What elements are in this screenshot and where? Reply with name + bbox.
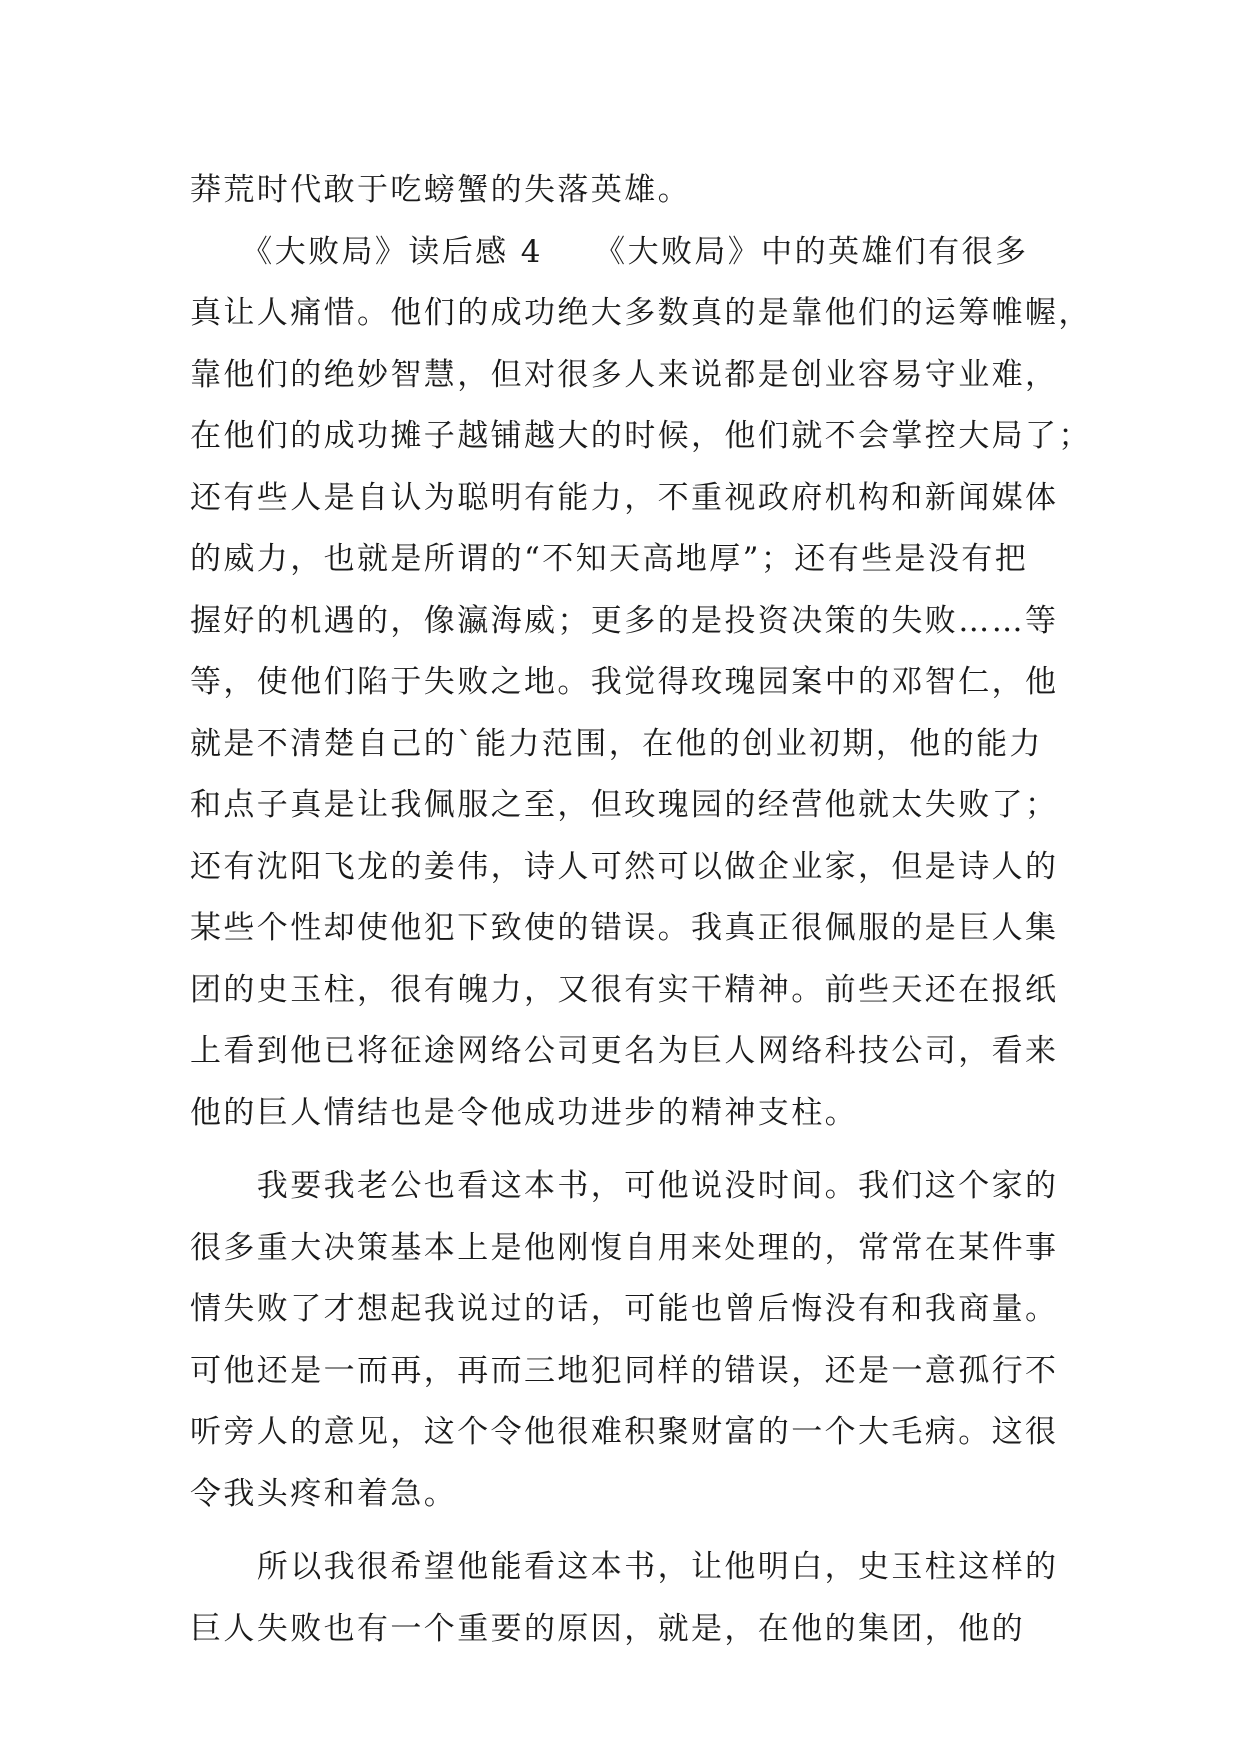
- text-line: 等，使他们陷于失败之地。我觉得玫瑰园案中的邓智仁，他: [190, 664, 1059, 700]
- text-line: 听旁人的意见，这个令他很难积聚财富的一个大毛病。这很: [190, 1414, 1059, 1450]
- text-line: 上看到他已将征途网络公司更名为巨人网络科技公司，看来: [190, 1033, 1059, 1069]
- text-line: 很多重大决策基本上是他刚愎自用来处理的，常常在某件事: [190, 1229, 1059, 1266]
- text-line: 还有沈阳飞龙的姜伟，诗人可然可以做企业家，但是诗人的: [190, 848, 1059, 885]
- text-line: 《大败局》读后感 4 《大败局》中的英雄们有很多: [190, 233, 1029, 270]
- text-line: 他的巨人情结也是令他成功进步的精神支柱。: [190, 1094, 858, 1131]
- text-line: 莽荒时代敢于吃螃蟹的失落英雄。: [190, 172, 691, 208]
- text-line: 我要我老公也看这本书，可他说没时间。我们这个家的: [190, 1168, 1059, 1204]
- text-line: 在他们的成功摊子越铺越大的时候，他们就不会掌控大局了；: [190, 418, 1092, 454]
- text-line: 握好的机遇的，像瀛海威；更多的是投资决策的失败……等: [190, 602, 1059, 639]
- text-line: 靠他们的绝妙智慧，但对很多人来说都是创业容易守业难，: [190, 356, 1059, 393]
- text-line: 所以我很希望他能看这本书，让他明白，史玉柱这样的: [190, 1549, 1059, 1585]
- text-line: 还有些人是自认为聪明有能力，不重视政府机构和新闻媒体: [190, 479, 1059, 516]
- body-text: [190, 160, 1092, 1660]
- text-line: 就是不清楚自己的`能力范围，在他的创业初期，他的能力: [190, 725, 1043, 762]
- text-line: 可他还是一而再，再而三地犯同样的错误，还是一意孤行不: [190, 1352, 1059, 1389]
- paragraph-gap: [190, 1525, 1070, 1537]
- text-line: 真让人痛惜。他们的成功绝大多数真的是靠他们的运筹帷幄，: [190, 295, 1092, 331]
- text-line: 的威力，也就是所谓的“不知天高地厚”；还有些是没有把: [190, 541, 1029, 577]
- text-line: 情失败了才想起我说过的话，可能也曾后悔没有和我商量。: [190, 1291, 1059, 1327]
- text-line: 某些个性却使他犯下致使的错误。我真正很佩服的是巨人集: [190, 910, 1059, 946]
- text-line: 巨人失败也有一个重要的原因，就是，在他的集团，他的: [190, 1610, 1025, 1647]
- paragraph-gap: [190, 1144, 1070, 1156]
- text-line: 令我头疼和着急。: [190, 1475, 458, 1512]
- text-line: 和点子真是让我佩服之至，但玫瑰园的经营他就太失败了；: [190, 787, 1059, 823]
- text-line: 团的史玉柱，很有魄力，又很有实干精神。前些天还在报纸: [190, 971, 1059, 1008]
